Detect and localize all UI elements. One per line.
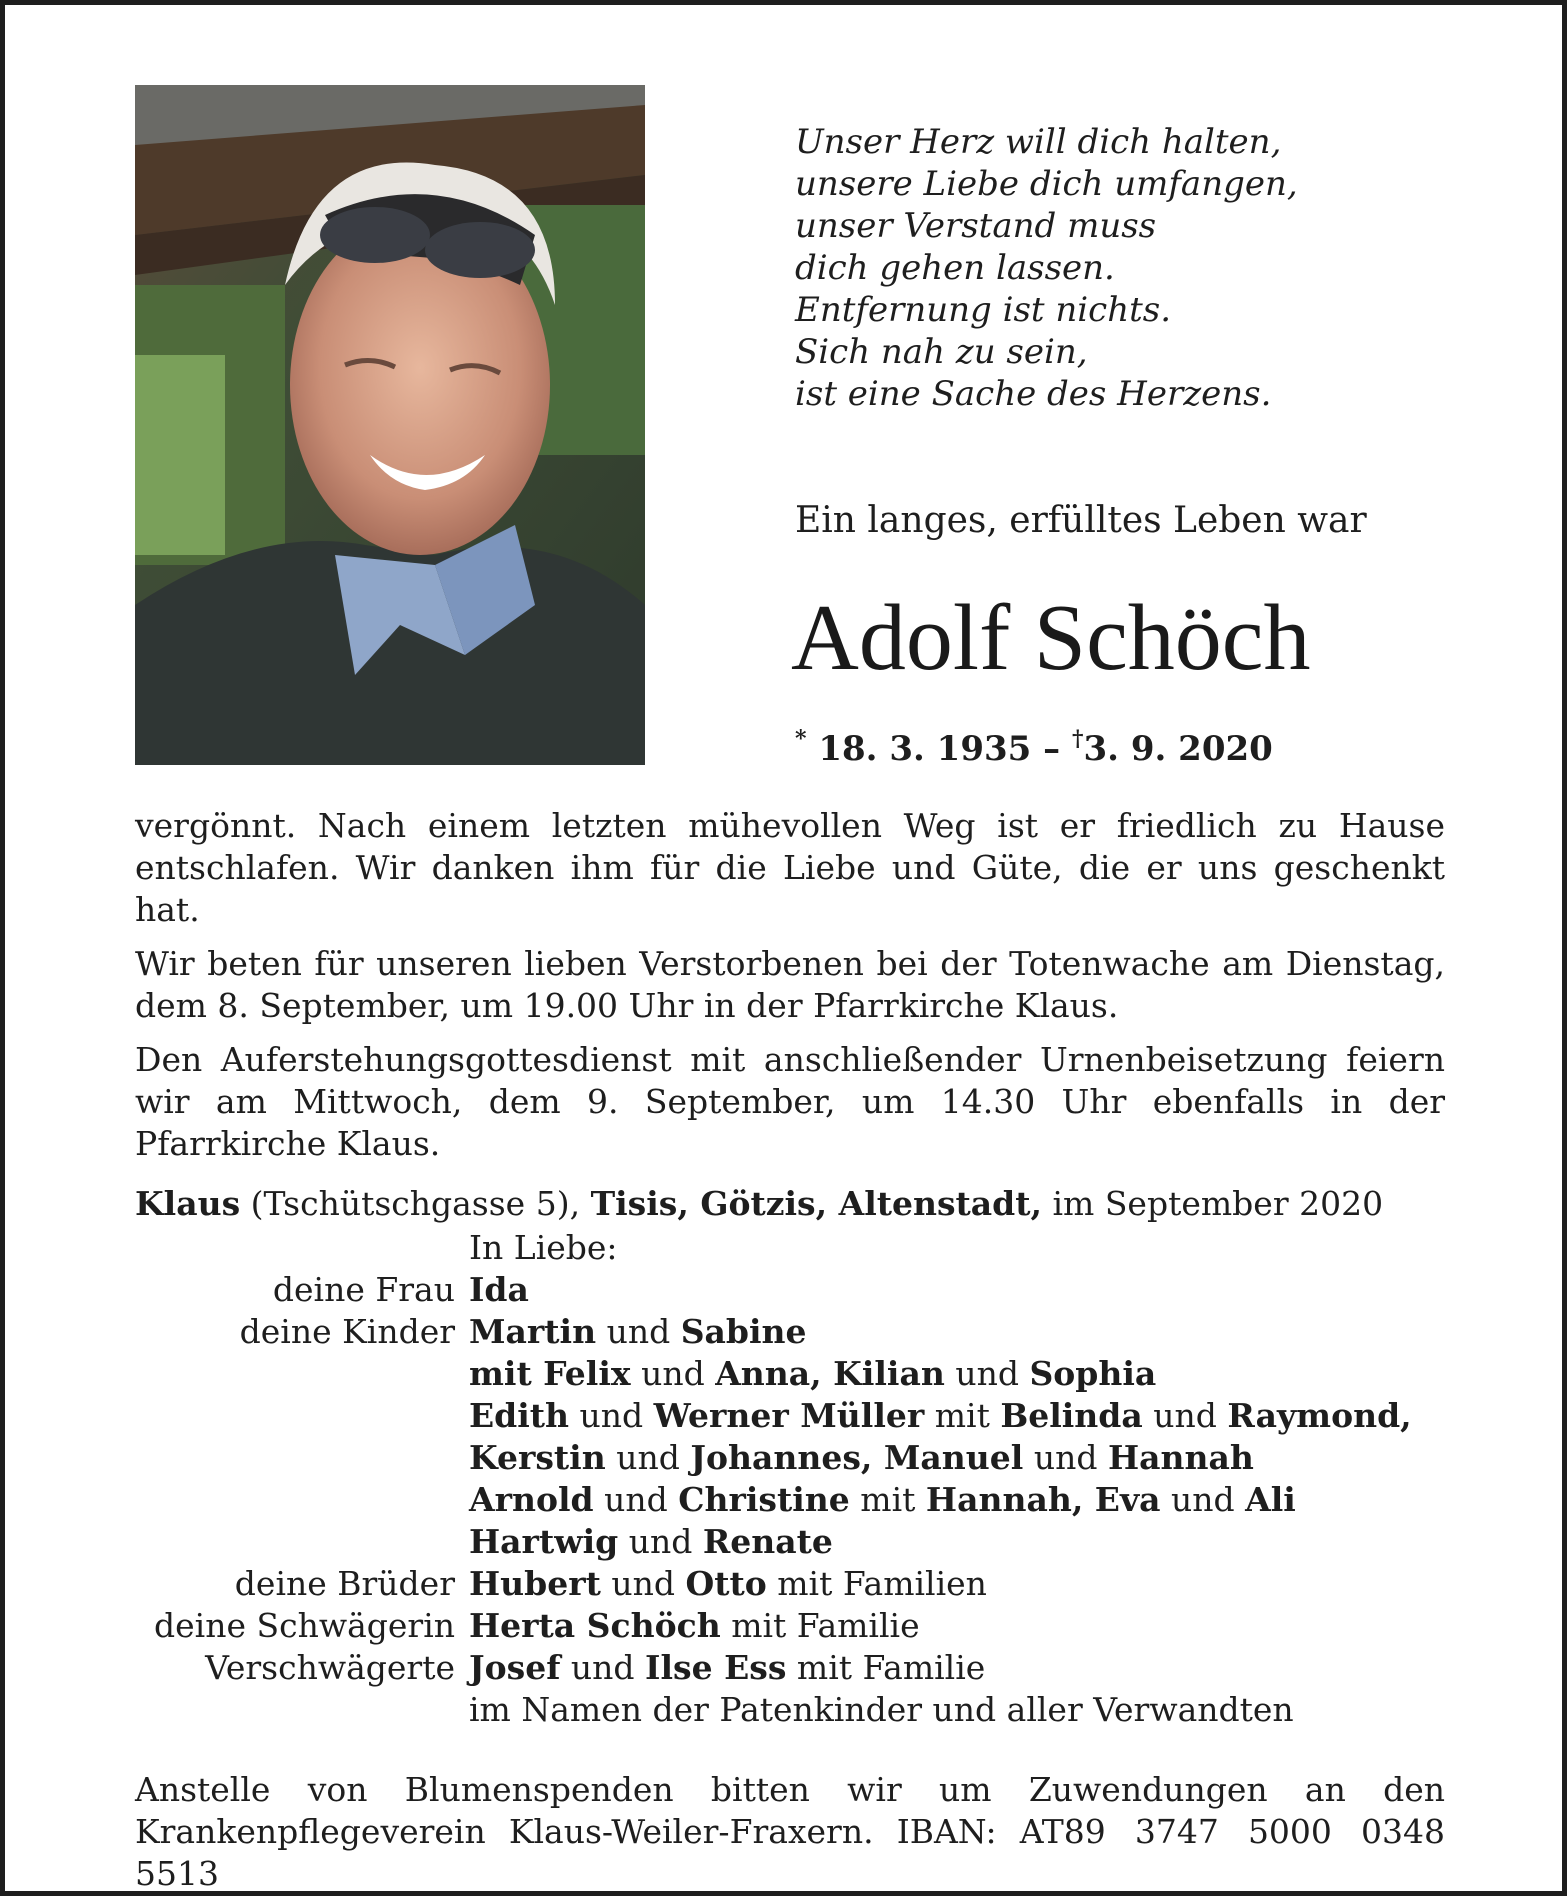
family-name: Otto <box>685 1564 767 1603</box>
family-name: Herta Schöch <box>469 1606 721 1645</box>
family-row <box>135 1269 1465 1311</box>
poem-line: Entfernung ist nichts. <box>795 290 1172 330</box>
poem-line: dich gehen lassen. <box>795 248 1115 288</box>
family-row: deine Schwägerin Herta Schöch mit Familie <box>135 1605 1465 1647</box>
family-list <box>135 1227 1465 1731</box>
death-date: 3. 9. 2020 <box>1083 729 1273 769</box>
family-row: mit Felix und Anna, Kilian und Sophia <box>469 1354 1157 1393</box>
portrait-photo <box>135 85 645 765</box>
donation-text: Anstelle von Blumenspenden bitten wir um Zuwendungen an den Krankenpflegeverein Klaus-Weiler-Fraxern. <box>135 1770 1445 1851</box>
family-name: Hannah <box>1107 1438 1254 1477</box>
iban-number: AT89 3747 5000 0348 5513 <box>135 1812 1445 1893</box>
poem-line: unsere Liebe dich umfangen, <box>795 164 1298 204</box>
family-name: Hartwig <box>469 1522 619 1561</box>
place-street: (Tschütschgasse 5), <box>250 1184 581 1223</box>
paragraph-service: Den Auferstehungsgottesdienst mit anschließender Urnenbeisetzung feiern wir am Mittwoch, dem 9. September, um 14.30 Uhr ebenfalls in der Pfarrkirche Klaus. <box>135 1040 1445 1163</box>
family-row <box>135 1227 1465 1269</box>
family-name: Josef <box>469 1648 561 1687</box>
obituary-text <box>135 805 1445 1237</box>
family-row: deine Brüder Hubert und Otto mit Familien <box>135 1563 1465 1605</box>
family-relation: Verschwägerte <box>205 1648 455 1687</box>
family-relation: deine Brüder <box>234 1564 455 1603</box>
place-date: im September 2020 <box>1052 1184 1384 1223</box>
poem-line: unser Verstand muss <box>795 206 1157 246</box>
family-row: Arnold und Christine mit Hannah, Eva und Ali <box>469 1480 1296 1519</box>
poem-line: Unser Herz will dich halten, <box>795 122 1282 162</box>
family-name: Arnold <box>469 1480 594 1519</box>
family-closing: im Namen der Patenkinder und aller Verwandten <box>469 1690 1294 1729</box>
family-name: Johannes, Manuel <box>690 1438 1024 1477</box>
family-name: Belinda <box>1000 1396 1143 1435</box>
family-name: Ilse Ess <box>645 1648 787 1687</box>
poem-line: Sich nah zu sein, <box>795 332 1088 372</box>
iban-label: IBAN: <box>896 1812 997 1851</box>
family-name: Werner Müller <box>653 1396 925 1435</box>
lead-line: Ein langes, erfülltes Leben war <box>795 500 1367 541</box>
family-name: Kerstin <box>469 1438 606 1477</box>
deceased-name: Adolf Schöch <box>791 586 1311 690</box>
family-name: Sabine <box>680 1312 807 1351</box>
family-name: Christine <box>678 1480 850 1519</box>
family-row: deine Kinder Martin und Sabine <box>135 1311 1465 1353</box>
poem <box>795 121 1515 415</box>
paragraph-passing: vergönnt. Nach einem letzten mühevollen Weg ist er friedlich zu Hause entschlafen. Wir danken ihm für die Liebe und Güte, die er uns geschenkt hat. <box>135 806 1445 929</box>
paragraph-wake: Wir beten für unseren lieben Verstorbenen bei der Totenwache am Dienstag, dem 8. September, um 19.00 Uhr in der Pfarrkirche Klaus. <box>135 944 1445 1025</box>
family-row: Hartwig und Renate <box>469 1522 833 1561</box>
family-name: Anna, Kilian <box>715 1354 945 1393</box>
family-name: Edith <box>469 1396 569 1435</box>
family-name: Martin <box>469 1312 597 1351</box>
portrait-image <box>135 85 645 765</box>
family-name: Ali <box>1245 1480 1296 1519</box>
family-name: Ida <box>469 1270 529 1309</box>
birth-star-icon: * <box>795 726 807 752</box>
place-town: Klaus <box>135 1184 241 1223</box>
date-separator: – <box>1043 729 1061 769</box>
family-name: Sophia <box>1029 1354 1157 1393</box>
family-name: Hannah, Eva <box>925 1480 1161 1519</box>
family-name: Raymond, <box>1227 1396 1412 1435</box>
place-date-line <box>135 1183 1445 1225</box>
birth-date: 18. 3. 1935 <box>818 729 1032 769</box>
family-relation: deine Schwägerin <box>154 1606 455 1645</box>
family-intro: In Liebe: <box>469 1228 618 1267</box>
family-relation: deine Frau <box>272 1270 455 1309</box>
family-row: Kerstin und Johannes, Manuel und Hannah <box>469 1438 1254 1477</box>
family-name: mit Felix <box>469 1354 631 1393</box>
place-others: Tisis, Götzis, Altenstadt, <box>590 1184 1042 1223</box>
donation-note <box>135 1769 1445 1895</box>
family-row: Verschwägerte Josef und Ilse Ess mit Familie <box>135 1647 1465 1689</box>
death-cross-icon: † <box>1072 726 1084 752</box>
family-relation: deine Kinder <box>239 1312 455 1351</box>
family-name: Hubert <box>469 1564 601 1603</box>
life-dates <box>795 717 1273 771</box>
family-row: Edith und Werner Müller mit Belinda und Raymond, <box>469 1396 1412 1435</box>
family-name: Renate <box>702 1522 833 1561</box>
poem-line: ist eine Sache des Herzens. <box>795 374 1272 414</box>
family-row <box>135 1689 1465 1731</box>
